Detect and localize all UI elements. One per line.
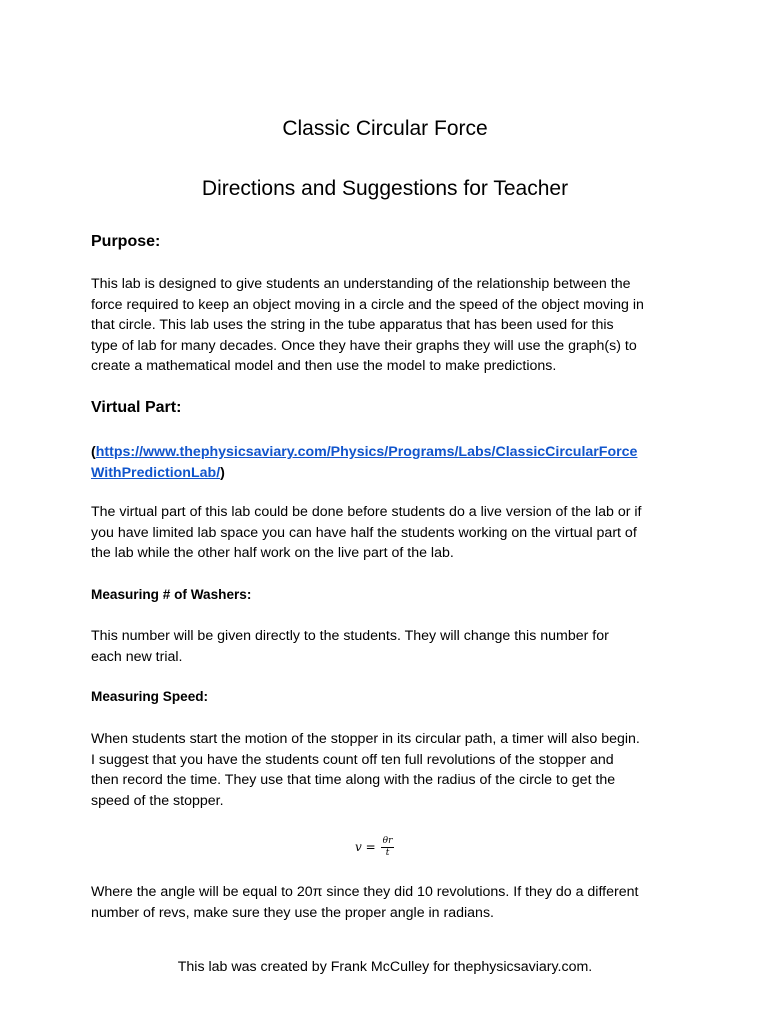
- virtual-lab-link-line-1: [91, 442, 691, 463]
- purpose-line-3: that circle. This lab uses the string in the tube apparatus that has been used for this: [91, 317, 614, 334]
- link-open-paren: (: [91, 444, 96, 460]
- virtual-line-1: The virtual part of this lab could be done before students do a live version of the lab or if: [91, 504, 642, 520]
- formula-lhs: v =: [355, 840, 376, 854]
- formula-numerator: θr: [382, 835, 393, 846]
- angle-line-2: number of revs, make sure they use the proper angle in radians.: [91, 904, 494, 921]
- speed-line-1: When students start the motion of the stopper in its circular path, a timer will also begin.: [91, 731, 640, 747]
- page-footer: This lab was created by Frank McCulley for thephysicsaviary.com.: [177, 959, 593, 975]
- purpose-line-1: This lab is designed to give students an understanding of the relationship between the: [91, 276, 631, 292]
- link-close-paren: ): [220, 464, 225, 481]
- purpose-paragraph: [91, 274, 686, 377]
- purpose-line-2: force required to keep an object moving in a circle and the speed of the object moving in: [91, 296, 644, 313]
- virtual-part-paragraph: [91, 502, 686, 564]
- speed-line-3: then record the time. They use that time along with the radius of the circle to get the: [91, 772, 616, 789]
- speed-heading: Measuring Speed:: [91, 689, 209, 704]
- virtual-part-heading: Virtual Part:: [91, 399, 182, 416]
- washers-line-1: This number will be given directly to the students. They will change this number for: [91, 628, 609, 644]
- virtual-lab-link[interactable]: https://www.thephysicsaviary.com/Physics/Programs/Labs/ClassicCircularForce: [95, 444, 638, 460]
- virtual-line-3: the lab while the other half work on the live part of the lab.: [91, 545, 454, 562]
- document-title: Classic Circular Force: [282, 117, 488, 140]
- purpose-line-4: type of lab for many decades. Once they have their graphs they will use the graph(s) to: [91, 337, 637, 354]
- angle-line-1: Where the angle will be equal to 20π since they did 10 revolutions. If they do a different: [91, 884, 639, 900]
- document-subtitle: Directions and Suggestions for Teacher: [201, 177, 569, 200]
- speed-line-4: speed of the stopper.: [91, 792, 224, 809]
- formula-denominator: t: [385, 847, 390, 858]
- virtual-lab-link-paragraph: [91, 442, 691, 483]
- virtual-lab-link-line-2: [91, 463, 691, 484]
- purpose-line-5: create a mathematical model and then use the model to make predictions.: [91, 358, 557, 375]
- washers-paragraph: [91, 626, 686, 667]
- formula-fraction: [381, 836, 395, 859]
- washers-heading: Measuring # of Washers:: [91, 587, 252, 602]
- speed-formula: [355, 832, 394, 862]
- speed-paragraph: [91, 729, 686, 811]
- virtual-lab-link-continued[interactable]: WithPredictionLab/: [91, 464, 221, 481]
- virtual-line-2: you have limited lab space you can have half the students working on the virtual part of: [91, 524, 637, 541]
- purpose-heading: Purpose:: [91, 233, 161, 250]
- speed-line-2: I suggest that you have the students count off ten full revolutions of the stopper and: [91, 751, 614, 768]
- washers-line-2: each new trial.: [91, 648, 183, 665]
- angle-paragraph: [91, 882, 686, 923]
